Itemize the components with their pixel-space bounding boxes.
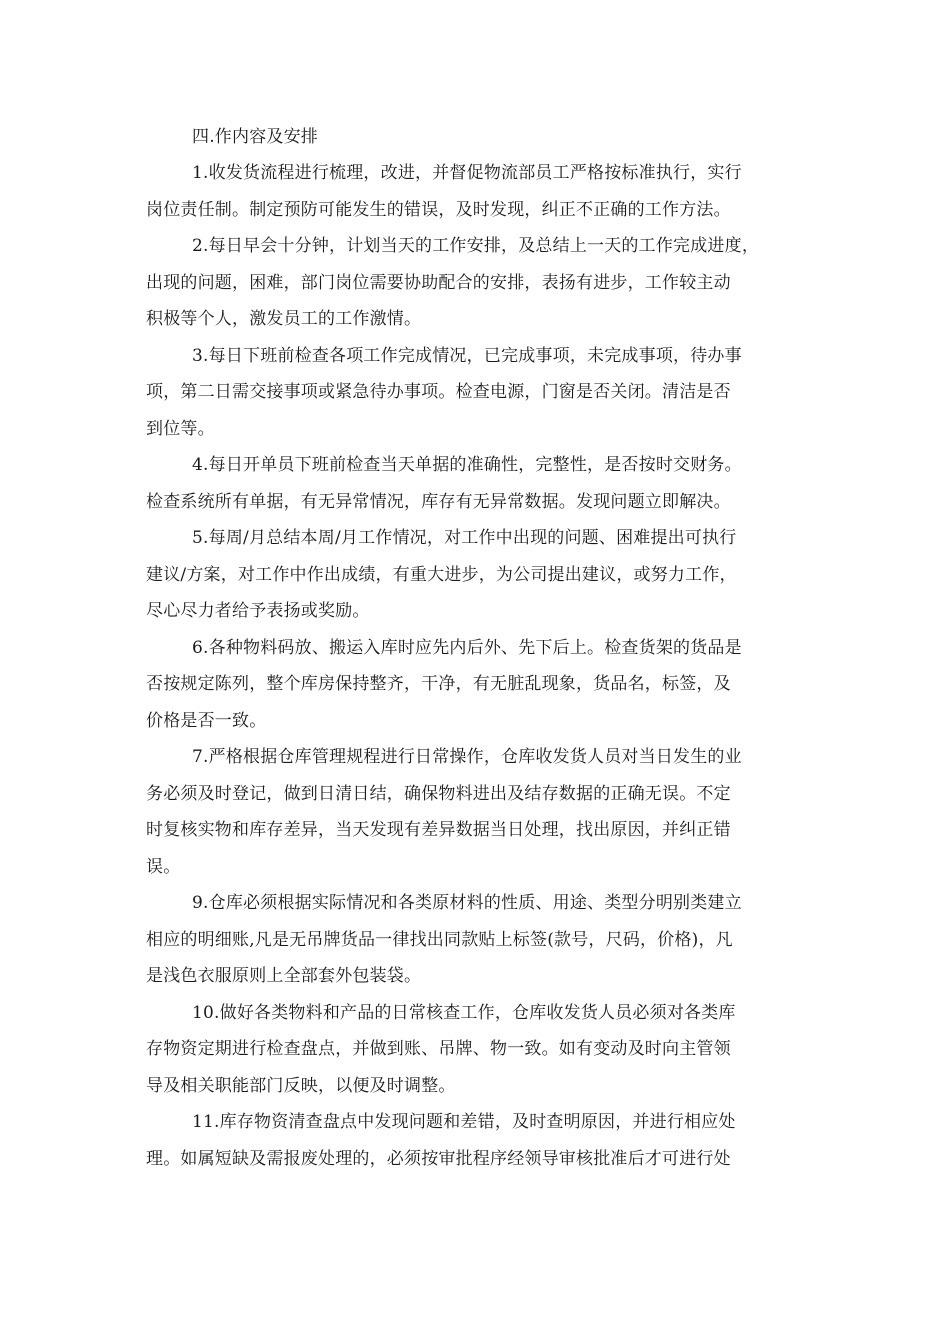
paragraph-2-line-3: 积极等个人，激发员工的工作激情。 [146, 309, 422, 329]
paragraph-9-line-3: 是浅色衣服原则上全部套外包装袋。 [146, 966, 422, 986]
paragraph-2-line-1: 2.每日早会十分钟，计划当天的工作安排，及总结上一天的工作完成进度， [192, 236, 760, 256]
section-heading: 四.作内容及安排 [192, 127, 319, 147]
paragraph-10-line-2: 存物资定期进行检查盘点，并做到账、吊牌、物一致。如有变动及时向主管领 [146, 1039, 731, 1059]
paragraph-11-line-1: 11.库存物资清查盘点中发现问题和差错，及时查明原因，并进行相应处 [192, 1112, 736, 1132]
paragraph-3-line-3: 到位等。 [146, 419, 215, 439]
paragraph-5-line-3: 尽心尽力者给予表扬或奖励。 [146, 601, 370, 621]
paragraph-3-line-1: 3.每日下班前检查各项工作完成情况，已完成事项，未完成事项，待办事 [192, 346, 742, 366]
paragraph-7-line-1: 7.严格根据仓库管理规程进行日常操作，仓库收发货人员对当日发生的业 [192, 747, 742, 767]
paragraph-4-line-2: 检查系统所有单据，有无异常情况，库存有无异常数据。发现问题立即解决。 [146, 492, 731, 512]
paragraph-7-line-3: 时复核实物和库存差异，当天发现有差异数据当日处理，找出原因，并纠正错 [146, 820, 731, 840]
paragraph-2-line-2: 出现的问题，困难，部门岗位需要协助配合的安排，表扬有进步，工作较主动 [146, 273, 731, 293]
paragraph-10-line-3: 导及相关职能部门反映，以便及时调整。 [146, 1076, 456, 1096]
paragraph-11-line-2: 理。如属短缺及需报废处理的，必须按审批程序经领导审核批准后才可进行处 [146, 1149, 731, 1169]
paragraph-6-line-3: 价格是否一致。 [146, 711, 267, 731]
paragraph-9-line-1: 9.仓库必须根据实际情况和各类原材料的性质、用途、类型分明别类建立 [192, 893, 742, 913]
paragraph-5-line-1: 5.每周/月总结本周/月工作情况，对工作中出现的问题、困难提出可执行 [192, 528, 737, 548]
paragraph-1-line-1: 1.收发货流程进行梳理，改进，并督促物流部员工严格按标准执行，实行 [192, 163, 742, 183]
paragraph-5-line-2: 建议/方案，对工作中作出成绩，有重大进步，为公司提出建议，或努力工作， [146, 565, 737, 585]
paragraph-6-line-1: 6.各种物料码放、搬运入库时应先内后外、先下后上。检查货架的货品是 [192, 638, 742, 658]
paragraph-9-line-2: 相应的明细账,凡是无吊牌货品一律找出同款贴上标签(款号，尺码，价格)，凡 [146, 930, 733, 950]
paragraph-10-line-1: 10.做好各类物料和产品的日常核查工作，仓库收发货人员必须对各类库 [192, 1003, 736, 1023]
paragraph-3-line-2: 项，第二日需交接事项或紧急待办事项。检查电源，门窗是否关闭。清洁是否 [146, 382, 731, 402]
paragraph-1-line-2: 岗位责任制。制定预防可能发生的错误，及时发现，纠正不正确的工作方法。 [146, 200, 731, 220]
paragraph-6-line-2: 否按规定陈列，整个库房保持整齐，干净，有无脏乱现象，货品名，标签，及 [146, 674, 731, 694]
paragraph-7-line-2: 务必须及时登记，做到日清日结，确保物料进出及结存数据的正确无误。不定 [146, 784, 731, 804]
paragraph-4-line-1: 4.每日开单员下班前检查当天单据的准确性，完整性，是否按时交财务。 [192, 455, 742, 475]
paragraph-7-line-4: 误。 [146, 857, 181, 877]
